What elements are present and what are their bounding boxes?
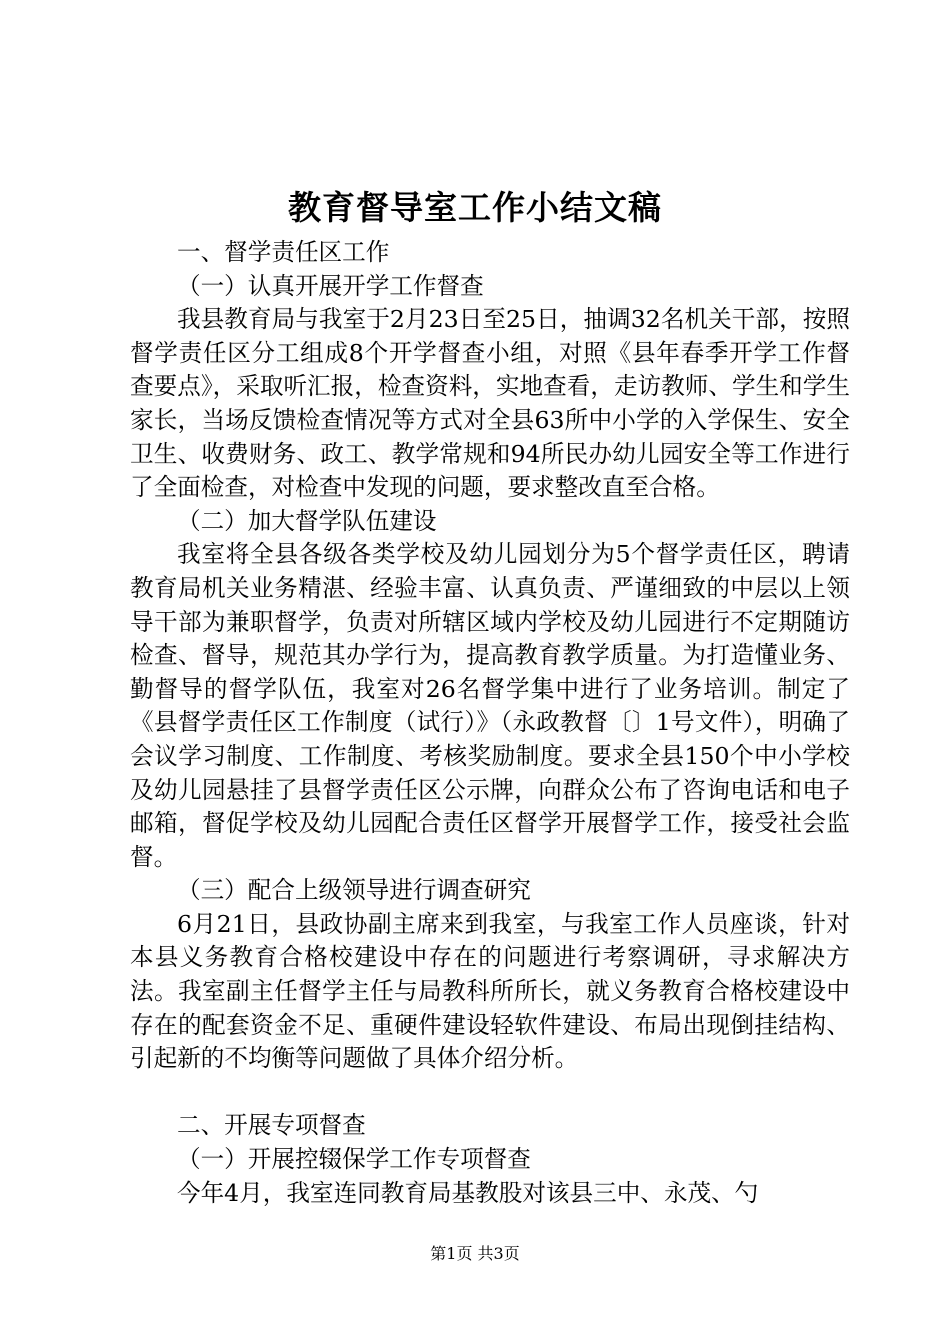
subsection-heading: （三）配合上级领导进行调查研究	[177, 876, 531, 905]
section-heading: 二、开展专项督查	[177, 1111, 366, 1140]
page-footer: 第1页 共3页	[430, 1244, 520, 1263]
paragraph: 6月21日，县政协副主席来到我室，与我室工作人员座谈，针对本县义务教育合格校建设中存在的问题进行考察调研，寻求解决方法。我室副主任督学主任与局教科所所长，就义务教育合格校建设中存在的配套资金不足、重硬件建设轻软件建设、布局出现倒挂结构、引起新的不均衡等问题做了具体介绍分析。	[130, 909, 850, 1073]
paragraph: 今年4月，我室连同教育局基教股对该县三中、永茂、勺	[177, 1178, 759, 1207]
paragraph: 我县教育局与我室于2月23日至25日，抽调32名机关干部，按照督学责任区分工组成8个开学督查小组，对照《县年春季开学工作督查要点》，采取听汇报，检查资料，实地查看，走访教师、学生和学生家长，当场反馈检查情况等方式对全县63所中小学的入学保生、安全卫生、收费财务、政工、教学常规和94所民办幼儿园安全等工作进行了全面检查，对检查中发现的问题，要求整改直至合格。	[130, 305, 850, 502]
subsection-heading: （二）加大督学队伍建设	[177, 506, 437, 535]
blank-line	[130, 1076, 850, 1110]
section-heading: 一、督学责任区工作	[177, 238, 390, 266]
subsection-heading: （一）开展控辍保学工作专项督查	[177, 1145, 531, 1174]
subsection-heading: （一）认真开展开学工作督查	[177, 271, 484, 300]
paragraph: 我室将全县各级各类学校及幼儿园划分为5个督学责任区，聘请教育局机关业务精湛、经验丰富、认真负责、严谨细致的中层以上领导干部为兼职督学，负责对所辖区域内学校及幼儿园进行不定期随访检查、督导，规范其办学行为，提高教育教学质量。为打造懂业务、勤督导的督学队伍，我室对26名督学集中进行了业务培训。制定了《县督学责任区工作制度（试行）》（永政教督〔〕1号文件），明确了会议学习制度、工作制度、考核奖励制度。要求全县150个中小学校及幼儿园悬挂了县督学责任区公示牌，向群众公布了咨询电话和电子邮箱，督促学校及幼儿园配合责任区督学开展督学工作，接受社会监督。	[130, 540, 850, 871]
document-title: 教育督导室工作小结文稿	[288, 188, 662, 227]
document-body	[130, 236, 850, 1210]
